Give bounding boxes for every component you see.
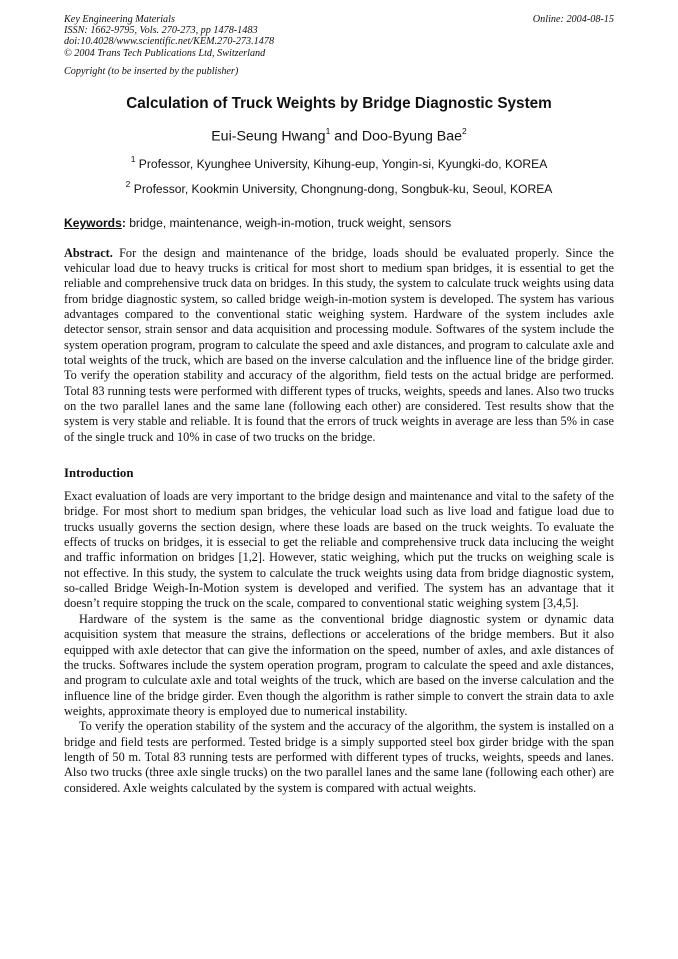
keywords xyxy=(64,216,614,231)
publisher-line: © 2004 Trans Tech Publications Ltd, Switzerland xyxy=(64,47,266,59)
journal-name: Key Engineering Materials xyxy=(64,14,175,25)
author-line xyxy=(64,123,614,146)
paragraph: Hardware of the system is the same as the conventional bridge diagnostic system or dynamic data acquisition system that measure the strains, deflections or accelerations of the bridge members. But it also equipped with axle detector that can give the information on the speed, number of axles, and axle distances of the trucks. Softwares include the system operation program, program to calculate the speed and axle distances, and program to culculate axle and total weights of the truck, which are based on the inverse calculation and the influence line of the bridge girder. Even though the algorithm is rather simple to convert the strain data to axle weights, approximate theory is employed due to numerical instability. xyxy=(64,611,614,718)
abstract-label: Abstract. xyxy=(64,245,113,260)
keywords-text: bridge, maintenance, weigh-in-motion, truck weight, sensors xyxy=(125,215,452,230)
affiliation xyxy=(64,178,614,197)
author-conjunction: and xyxy=(330,128,362,145)
affiliation-text: Professor, Kookmin University, Chongnung-dong, Songbuk-ku, Seoul, KOREA xyxy=(130,181,553,196)
affiliation-text: Professor, Kyunghee University, Kihung-eup, Yongin-si, Kyungki-do, KOREA xyxy=(135,156,548,171)
affiliation-marker: 1 xyxy=(325,125,331,136)
affiliation-marker: 2 xyxy=(125,178,131,189)
paragraph: Exact evaluation of loads are very important to the bridge design and maintenance and vital to the safety of the bridge. For most short to medium span bridges, the vehicular load such as live load and fatigue load due to trucks usually governs the section design, where these loads are based on the truck weights. To evaluate the effects of trucks on bridges, it is essecial to get the reliable and comprehensive truck data inclucing the weight and traffic information on bridges [1,2]. However, static weighing, which put the trucks on weighing scale is not effective. In this study, the system to calculate the truck weights using data from bridge diagnostic system, so-called Bridge Weigh-In-Motion system is developed and verified. The system has an advantage that it doesn’t require stopping the truck on the scale, compared to conventional static weighing system [3,4,5]. xyxy=(64,489,614,611)
copyright-note: Copyright (to be inserted by the publisher) xyxy=(64,65,239,77)
issn-line: ISSN: 1662-9795, Vols. 270-273, pp 1478-1483 xyxy=(64,25,258,37)
abstract-text: For the design and maintenance of the bridge, loads should be evaluated properly. Since the vehicular load due to heavy trucks is critical for most short to medium span bridges, it is essential to get the reliable and comprehensive truck data on bridges. In this study, the system to calculate truck weights using data from bridge diagnostic system, so called bridge weigh-in-motion system is developed. The system has various advantages compared to the conventional static weighing system. Hardware of the system includes axle detector sensor, strain sensor and data acquisition and processing module. Softwares of the system include the system operation program, program to calculate the speed and axle distances, and program to calculate axle and total weights of the truck, which are based on the inverse calculation and the influence line of the bridge girder. To verify the operation stability and accuracy of the algorithm, field tests on the actual bridge are performed. Total 83 running tests were performed with different types of trucks, weights, speeds and lanes. Also two trucks on the two parallel lanes and the same lane (following each other) are considered. Test results show that the system is very stable and reliable. It is found that the errors of truck weights in average are less than 5% in case of the single truck and 10% in case of two trucks on the bridge. xyxy=(64,245,614,444)
online-date: Online: 2004-08-15 xyxy=(532,14,614,25)
paragraph: To verify the operation stability of the system and the accuracy of the algorithm, the system is installed on a bridge and field tests are performed. Tested bridge is a simply supported steel box girder bridge with the span length of 50 m. Total 83 running tests are performed with different types of trucks, weights, speeds and lanes. Also two trucks (three axle single trucks) on the two parallel lanes and the same lane (following each other) are considered. Axle weights calculated by the system is compared with actual weights. xyxy=(64,719,614,795)
affiliation-marker: 2 xyxy=(462,125,467,136)
abstract xyxy=(64,246,614,445)
keywords-colon: : xyxy=(121,215,126,230)
affiliation xyxy=(64,153,614,172)
affiliation-marker: 1 xyxy=(130,153,136,164)
author-name: Doo-Byung Bae xyxy=(361,128,463,145)
doi-line: doi:10.4028/www.scientific.net/KEM.270-273.1478 xyxy=(64,36,275,48)
section-heading: Introduction xyxy=(64,466,134,481)
paper-title: Calculation of Truck Weights by Bridge Diagnostic System xyxy=(126,94,552,112)
author-name: Eui-Seung Hwang xyxy=(211,128,326,145)
paper-page xyxy=(64,14,614,796)
keywords-label: Keywords xyxy=(64,215,122,230)
journal-header xyxy=(64,14,614,59)
